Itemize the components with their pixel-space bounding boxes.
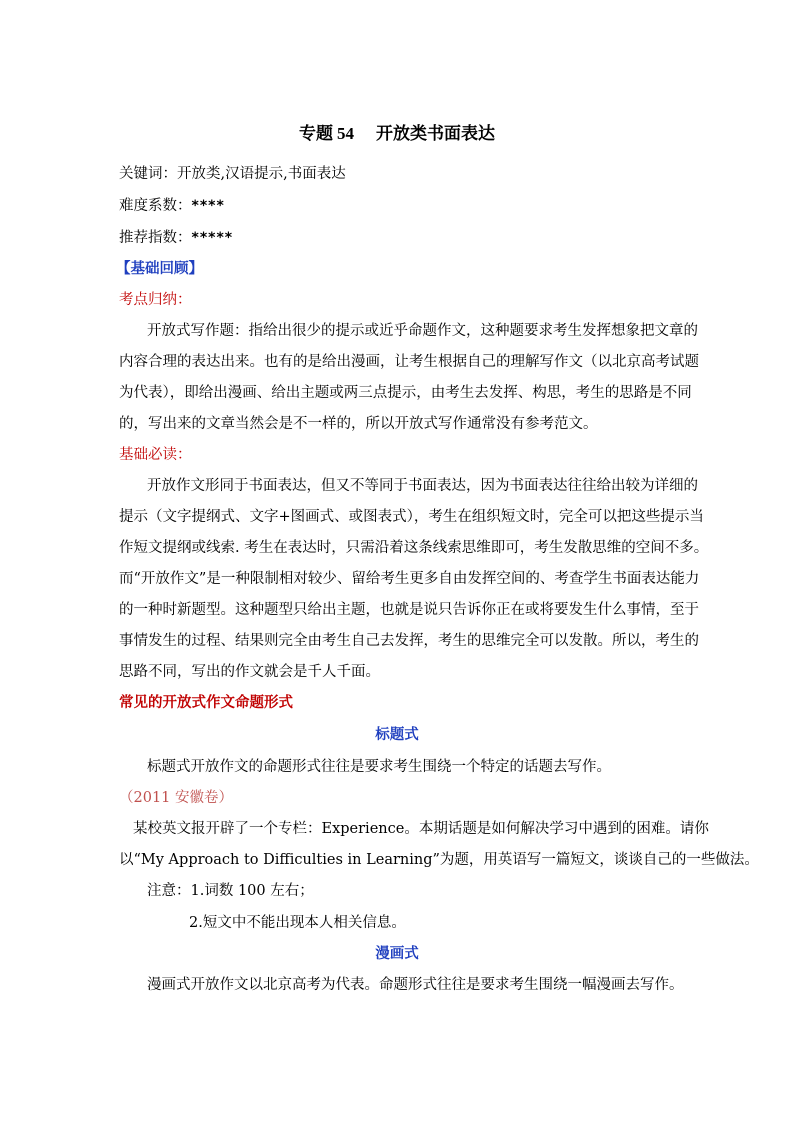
title-number: 54 bbox=[337, 124, 354, 143]
jichu-line: 的一种时新题型。这种题型只给出主题，也就是说只告诉你正在或将要发生什么事情，至于 bbox=[119, 602, 699, 618]
recommend-label: 推荐指数： bbox=[119, 230, 192, 246]
biaoti-description: 标题式开放作文的命题形式往往是要求考生围绕一个特定的话题去写作。 bbox=[147, 759, 611, 775]
jichu-line: 而“开放作文”是一种限制相对较少、留给考生更多自由发挥空间的、考查学生书面表达能力 bbox=[119, 571, 700, 587]
note-2: 2.短文中不能出现本人相关信息。 bbox=[189, 915, 406, 931]
title-text: 开放类书面表达 bbox=[376, 124, 495, 144]
jichu-line: 提示（文字提纲式、文字+图画式、或图表式），考生在组织短文时，完全可以把这些提示当 bbox=[119, 509, 704, 525]
recommend-line bbox=[119, 228, 233, 248]
jichu-line: 思路不同，写出的作文就会是千人千面。 bbox=[119, 664, 380, 680]
note-1: 注意：1.词数 100 左右； bbox=[147, 883, 314, 899]
difficulty-stars: **** bbox=[191, 198, 225, 214]
exam-source: （2011 安徽卷） bbox=[119, 790, 234, 806]
kaodian-line: 的，写出来的文章当然会是不一样的，所以开放式写作通常没有参考范文。 bbox=[119, 416, 598, 432]
biaoti-heading: 标题式 bbox=[375, 726, 419, 743]
keywords-line: 关键词：开放类,汉语提示,书面表达 bbox=[119, 166, 346, 182]
kaodian-heading: 考点归纳： bbox=[119, 292, 192, 308]
recommend-stars: ***** bbox=[191, 230, 234, 246]
kaodian-line: 开放式写作题：指给出很少的提示或近乎命题作文，这种题要求考生发挥想象把文章的 bbox=[147, 323, 698, 339]
difficulty-line bbox=[119, 196, 225, 216]
kaodian-line: 为代表），即给出漫画、给出主题或两三点提示，由考生去发挥、构思，考生的思路是不同 bbox=[119, 385, 692, 401]
manhua-description: 漫画式开放作文以北京高考为代表。命题形式往往是要求考生围绕一幅漫画去写作。 bbox=[147, 977, 684, 993]
jichu-line: 作短文提纲或线索. 考生在表达时，只需沿着这条线索思维即可，考生发散思维的空间不多。 bbox=[119, 540, 709, 556]
manhua-heading: 漫画式 bbox=[375, 945, 419, 962]
jichu-heading: 基础必读： bbox=[119, 447, 192, 463]
common-forms-heading: 常见的开放式作文命题形式 bbox=[119, 694, 293, 711]
page-title bbox=[0, 122, 794, 146]
difficulty-label: 难度系数： bbox=[119, 198, 192, 214]
section-review-heading: 【基础回顾】 bbox=[116, 260, 203, 277]
exam-line: 某校英文报开辟了一个专栏：Experience。本期话题是如何解决学习中遇到的困难。请你 bbox=[133, 821, 709, 837]
jichu-line: 开放作文形同于书面表达，但又不等同于书面表达，因为书面表达往往给出较为详细的 bbox=[147, 478, 698, 494]
jichu-line: 事情发生的过程、结果则完全由考生自己去发挥，考生的思维完全可以发散。所以，考生的 bbox=[119, 633, 699, 649]
exam-line: 以“My Approach to Difficulties in Learning”为题，用英语写一篇短文，谈谈自己的一些做法。 bbox=[119, 852, 759, 868]
kaodian-line: 内容合理的表达出来。也有的是给出漫画，让考生根据自己的理解写作文（以北京高考试题 bbox=[119, 354, 699, 370]
title-prefix: 专题 bbox=[299, 124, 333, 144]
